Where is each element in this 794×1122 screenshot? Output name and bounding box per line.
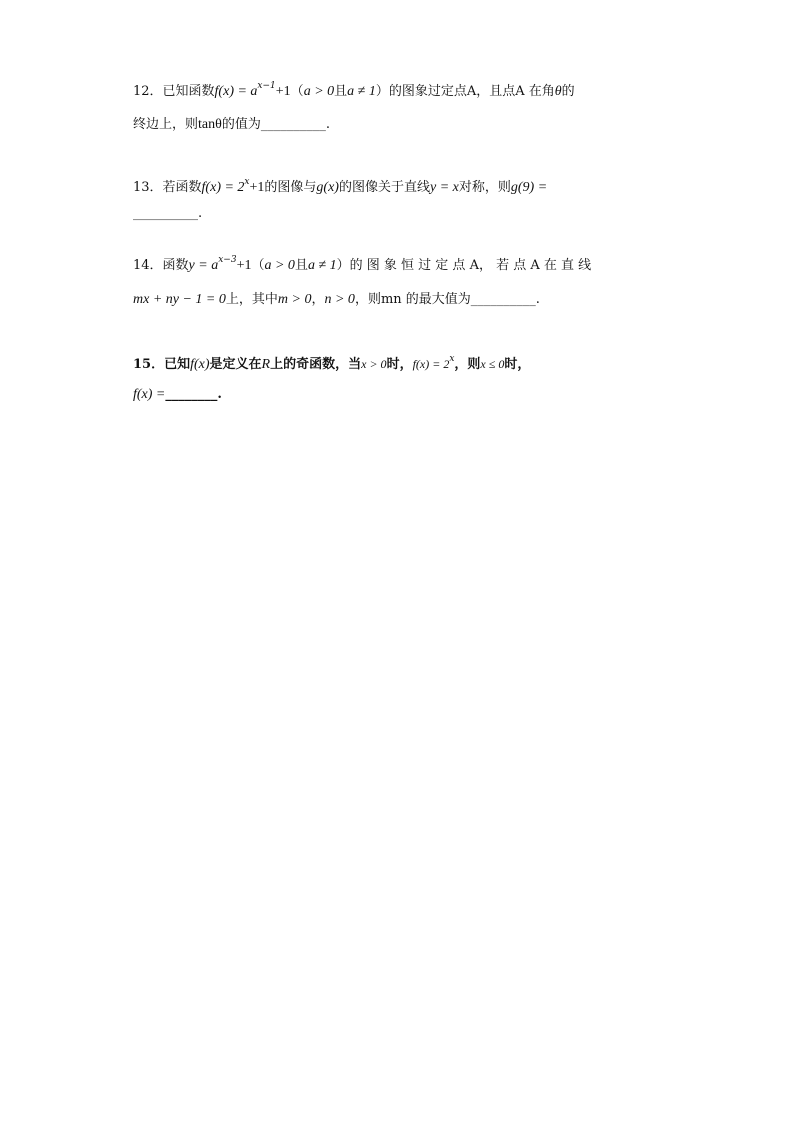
answer-blank: ________.: [165, 387, 222, 402]
text: 上，其中: [225, 292, 278, 307]
text: 时，: [386, 357, 413, 372]
formula-y: y = a: [188, 258, 219, 273]
problem-14-line-2: [133, 290, 540, 310]
problem-13-line-2: [133, 204, 202, 224]
text: ，则: [454, 357, 481, 372]
tan-theta: tanθ: [198, 117, 222, 132]
text: 是定义在: [209, 357, 262, 372]
formula-plus-one: +1: [275, 84, 291, 99]
text: 的图像关于直线: [338, 180, 430, 195]
line-y-equals-x: y = x: [429, 180, 459, 195]
g-of-9: g(9) =: [510, 180, 548, 195]
text: （: [251, 258, 265, 273]
formula-f: f(x) = a: [214, 84, 258, 99]
formula-exponent: x: [449, 354, 455, 364]
formula-exponent: x−3: [218, 255, 237, 265]
condition-m-positive: m > 0: [277, 292, 312, 307]
text-with-blank: ，则mn 的最大值为__________.: [354, 292, 540, 307]
text: 且: [294, 258, 308, 273]
problem-15-line-2: [133, 385, 222, 405]
text: （: [290, 84, 304, 99]
text: 终边上，则: [133, 117, 199, 132]
formula-exponent: x−1: [257, 81, 276, 91]
text: ，: [311, 292, 325, 307]
condition-a-not-one: a ≠ 1: [307, 258, 337, 273]
problem-12-line-1: [133, 76, 575, 102]
formula-g: g(x): [316, 180, 339, 195]
formula-f: f(x): [190, 357, 210, 372]
problem-14-line-1: [133, 250, 591, 276]
line-equation: mx + ny − 1 = 0: [133, 292, 226, 307]
condition-a-not-one: a ≠ 1: [347, 84, 376, 99]
condition-a-positive: a > 0: [303, 84, 335, 99]
text: ）的 图 象 恒 过 定 点 A， 若 点 A 在 直 线: [336, 258, 592, 273]
condition-x-nonpositive: x ≤ 0: [480, 357, 505, 371]
problem-12-line-2: [133, 115, 330, 135]
problem-13-line-1: [133, 172, 547, 198]
text: 对称，则: [458, 180, 511, 195]
text: 13．若函数: [133, 180, 202, 195]
formula-plus-one: +1: [249, 180, 265, 195]
formula-f-2x: f(x) = 2: [412, 357, 450, 371]
problem-15-line-1: [133, 349, 530, 375]
formula-f: f(x) =: [133, 387, 166, 402]
formula-exponent: x: [244, 177, 250, 187]
text: 时，: [504, 357, 531, 372]
formula-f: f(x) = 2: [201, 180, 245, 195]
formula-plus-one: +1: [236, 258, 252, 273]
text: ）的图象过定点A，且点A 在角: [375, 84, 555, 99]
theta-symbol: θ: [554, 84, 562, 99]
text: 的图像与: [264, 180, 317, 195]
text: 12．已知函数: [133, 84, 215, 99]
text: 的: [561, 84, 575, 99]
condition-a-positive: a > 0: [264, 258, 295, 273]
answer-blank: __________.: [133, 206, 203, 221]
condition-n-positive: n > 0: [324, 292, 355, 307]
text: 且: [334, 84, 348, 99]
condition-x-positive: x > 0: [361, 357, 387, 371]
text: 15．已知: [133, 357, 191, 372]
text: 上的奇函数，当: [270, 357, 362, 372]
text: 14．函数: [133, 258, 189, 273]
text-with-blank: 的值为__________.: [221, 117, 330, 132]
set-r: R: [261, 357, 271, 372]
